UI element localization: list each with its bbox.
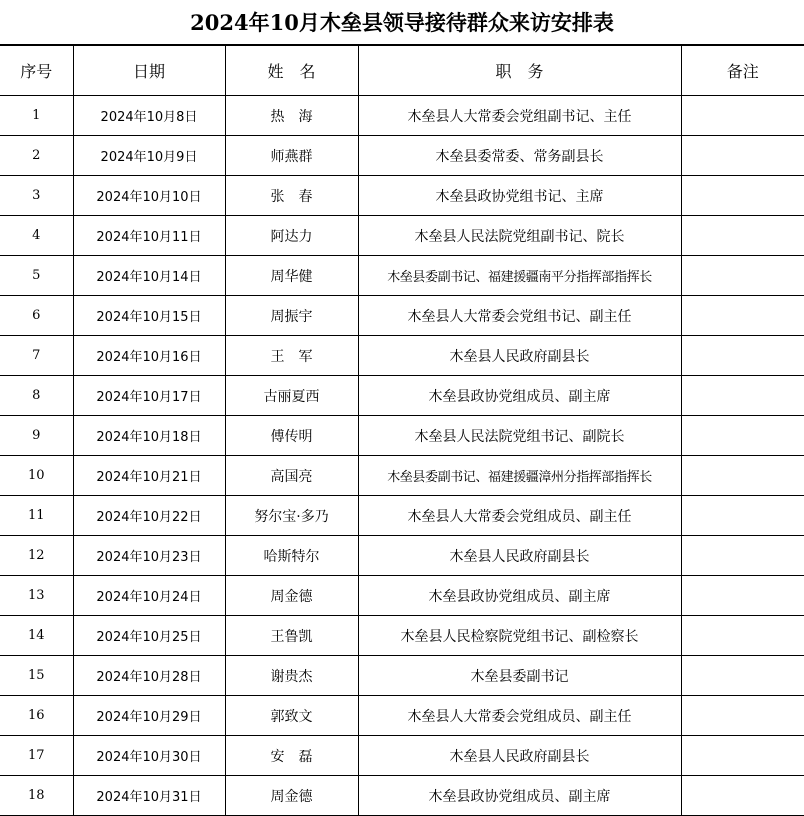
table-row [0, 656, 804, 696]
cell-note [681, 416, 804, 456]
cell-date: 2024年10月17日 [73, 376, 225, 416]
cell-date: 2024年10月16日 [73, 336, 225, 376]
cell-no: 18 [0, 776, 73, 816]
schedule-table [0, 45, 804, 816]
header-name: 姓 名 [225, 46, 358, 96]
cell-name: 热 海 [225, 96, 358, 136]
cell-duty: 木垒县人民政府副县长 [358, 536, 681, 576]
cell-no: 17 [0, 736, 73, 776]
table-row [0, 96, 804, 136]
cell-date: 2024年10月21日 [73, 456, 225, 496]
table-row [0, 136, 804, 176]
cell-date: 2024年10月22日 [73, 496, 225, 536]
cell-note [681, 376, 804, 416]
cell-note [681, 96, 804, 136]
table-row [0, 176, 804, 216]
cell-note [681, 216, 804, 256]
cell-note [681, 616, 804, 656]
cell-date: 2024年10月24日 [73, 576, 225, 616]
cell-name: 高国亮 [225, 456, 358, 496]
cell-note [681, 696, 804, 736]
header-row [0, 46, 804, 96]
table-row [0, 576, 804, 616]
cell-duty: 木垒县人民法院党组副书记、院长 [358, 216, 681, 256]
cell-note [681, 576, 804, 616]
cell-note [681, 136, 804, 176]
cell-date: 2024年10月25日 [73, 616, 225, 656]
cell-name: 周华健 [225, 256, 358, 296]
cell-duty: 木垒县人民政府副县长 [358, 336, 681, 376]
cell-note [681, 776, 804, 816]
cell-name: 古丽夏西 [225, 376, 358, 416]
cell-date: 2024年10月23日 [73, 536, 225, 576]
header-duty: 职 务 [358, 46, 681, 96]
cell-no: 5 [0, 256, 73, 296]
cell-no: 16 [0, 696, 73, 736]
table-row [0, 536, 804, 576]
cell-date: 2024年10月14日 [73, 256, 225, 296]
cell-date: 2024年10月29日 [73, 696, 225, 736]
cell-duty: 木垒县人民法院党组书记、副院长 [358, 416, 681, 456]
cell-name: 周金德 [225, 576, 358, 616]
cell-date: 2024年10月10日 [73, 176, 225, 216]
cell-name: 郭致文 [225, 696, 358, 736]
table-row [0, 376, 804, 416]
header-date: 日期 [73, 46, 225, 96]
cell-note [681, 736, 804, 776]
cell-no: 2 [0, 136, 73, 176]
table-row [0, 296, 804, 336]
cell-date: 2024年10月30日 [73, 736, 225, 776]
cell-duty: 木垒县政协党组成员、副主席 [358, 576, 681, 616]
table-row [0, 776, 804, 816]
table-row [0, 216, 804, 256]
cell-name: 张 春 [225, 176, 358, 216]
cell-date: 2024年10月31日 [73, 776, 225, 816]
cell-duty: 木垒县人民检察院党组书记、副检察长 [358, 616, 681, 656]
table-row [0, 336, 804, 376]
cell-duty: 木垒县人民政府副县长 [358, 736, 681, 776]
cell-no: 3 [0, 176, 73, 216]
cell-no: 4 [0, 216, 73, 256]
header-no: 序号 [0, 46, 73, 96]
cell-duty: 木垒县委常委、常务副县长 [358, 136, 681, 176]
cell-date: 2024年10月8日 [73, 96, 225, 136]
cell-no: 7 [0, 336, 73, 376]
cell-duty: 木垒县政协党组成员、副主席 [358, 776, 681, 816]
table-row [0, 256, 804, 296]
cell-name: 谢贵杰 [225, 656, 358, 696]
cell-note [681, 256, 804, 296]
cell-duty: 木垒县政协党组成员、副主席 [358, 376, 681, 416]
cell-no: 12 [0, 536, 73, 576]
cell-no: 9 [0, 416, 73, 456]
cell-no: 15 [0, 656, 73, 696]
cell-duty: 木垒县人大常委会党组副书记、主任 [358, 96, 681, 136]
cell-duty: 木垒县委副书记、福建援疆南平分指挥部指挥长 [358, 256, 681, 296]
cell-date: 2024年10月28日 [73, 656, 225, 696]
cell-note [681, 536, 804, 576]
cell-note [681, 496, 804, 536]
cell-name: 王 军 [225, 336, 358, 376]
cell-duty: 木垒县委副书记、福建援疆漳州分指挥部指挥长 [358, 456, 681, 496]
header-note: 备注 [681, 46, 804, 96]
cell-note [681, 456, 804, 496]
cell-name: 傅传明 [225, 416, 358, 456]
cell-name: 努尔宝·多乃 [225, 496, 358, 536]
cell-name: 安 磊 [225, 736, 358, 776]
cell-note [681, 656, 804, 696]
cell-duty: 木垒县委副书记 [358, 656, 681, 696]
cell-no: 8 [0, 376, 73, 416]
cell-name: 师燕群 [225, 136, 358, 176]
cell-name: 周振宇 [225, 296, 358, 336]
cell-name: 周金德 [225, 776, 358, 816]
cell-date: 2024年10月11日 [73, 216, 225, 256]
cell-duty: 木垒县政协党组书记、主席 [358, 176, 681, 216]
cell-no: 13 [0, 576, 73, 616]
cell-no: 14 [0, 616, 73, 656]
cell-note [681, 336, 804, 376]
cell-duty: 木垒县人大常委会党组书记、副主任 [358, 296, 681, 336]
cell-date: 2024年10月9日 [73, 136, 225, 176]
cell-note [681, 296, 804, 336]
cell-no: 6 [0, 296, 73, 336]
cell-date: 2024年10月18日 [73, 416, 225, 456]
cell-duty: 木垒县人大常委会党组成员、副主任 [358, 496, 681, 536]
table-row [0, 616, 804, 656]
cell-name: 哈斯特尔 [225, 536, 358, 576]
cell-duty: 木垒县人大常委会党组成员、副主任 [358, 696, 681, 736]
table-row [0, 496, 804, 536]
cell-no: 11 [0, 496, 73, 536]
table-row [0, 456, 804, 496]
cell-date: 2024年10月15日 [73, 296, 225, 336]
cell-name: 阿达力 [225, 216, 358, 256]
table-row [0, 736, 804, 776]
cell-name: 王鲁凯 [225, 616, 358, 656]
cell-no: 1 [0, 96, 73, 136]
table-row [0, 696, 804, 736]
cell-no: 10 [0, 456, 73, 496]
cell-note [681, 176, 804, 216]
table-row [0, 416, 804, 456]
page-title: 2024年10月木垒县领导接待群众来访安排表 [0, 0, 804, 45]
